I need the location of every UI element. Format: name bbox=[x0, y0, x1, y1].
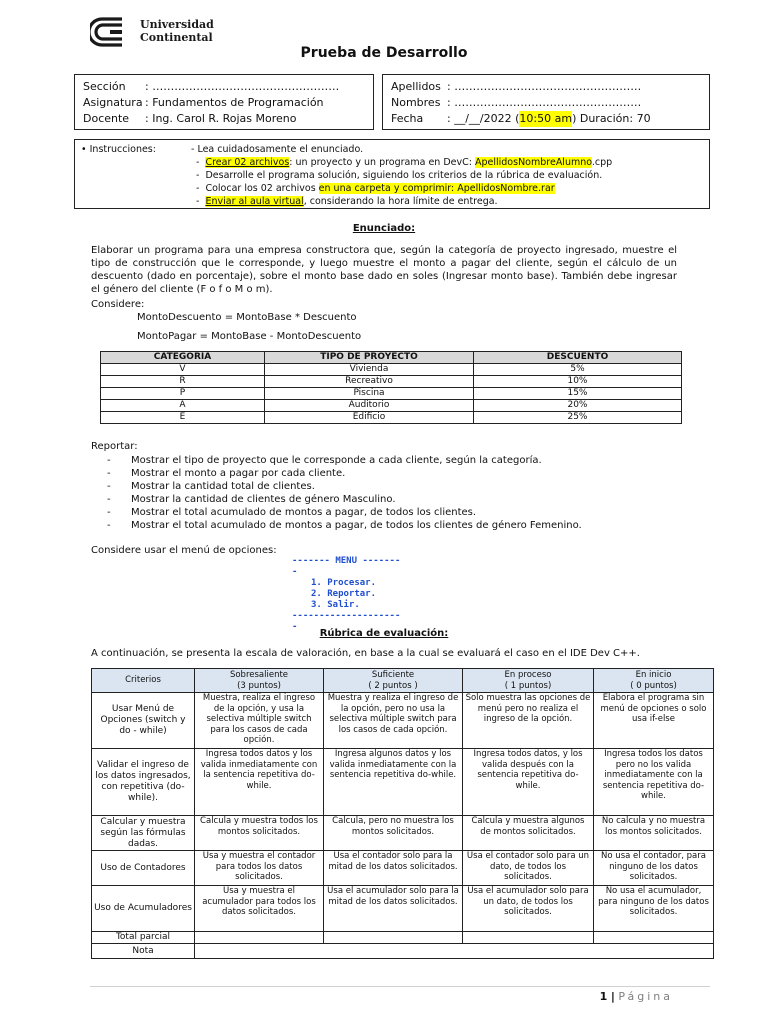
table-row bbox=[92, 749, 714, 816]
instruction-4-text: , considerando la hora límite de entrega. bbox=[303, 196, 498, 207]
table-cell: Usa el acumulador solo para un dato, de todos los solicitados. bbox=[463, 886, 594, 932]
table-cell: 15% bbox=[474, 388, 682, 400]
instruction-1-highlight: Crear 02 archivos bbox=[205, 157, 290, 168]
instruction-2: - Desarrolle el programa solución, siguiendo los criterios de la rúbrica de evaluación. bbox=[196, 170, 603, 181]
enunciado-title: Enunciado: bbox=[352, 223, 416, 234]
col-header: TIPO DE PROYECTO bbox=[265, 352, 474, 364]
table-cell: Ingresa todos los datos pero no los valida inmediatamente con la sentencia repetitiva do-while. bbox=[594, 749, 714, 816]
instruction-1-filename: ApellidosNombreAlumno bbox=[474, 157, 592, 168]
menu-intro: Considere usar el menú de opciones: bbox=[91, 545, 277, 556]
col-header: CATEGORIA bbox=[101, 352, 265, 364]
category-table bbox=[100, 351, 682, 424]
report-list bbox=[107, 454, 582, 532]
table-cell: Recreativo bbox=[265, 376, 474, 388]
category-table-header bbox=[101, 352, 682, 364]
university-line1: Universidad bbox=[140, 18, 214, 31]
apellidos-label: Apellidos bbox=[391, 80, 441, 93]
rubric-title: Rúbrica de evaluación: bbox=[319, 628, 449, 639]
table-row bbox=[92, 693, 714, 749]
table-cell: 20% bbox=[474, 400, 682, 412]
page-footer bbox=[600, 990, 673, 1003]
table-row bbox=[92, 886, 714, 932]
table-row bbox=[92, 851, 714, 886]
university-logo-icon bbox=[90, 16, 130, 48]
list-item: - Mostrar el monto a pagar por cada cliente. bbox=[107, 468, 346, 479]
table-row bbox=[101, 412, 682, 424]
table-cell: Calcula y muestra todos los montos solicitados. bbox=[195, 816, 324, 851]
report-item-text: Mostrar el tipo de proyecto que le corresponde a cada cliente, según la categoría. bbox=[131, 455, 542, 466]
table-cell: Ingresa todos datos y los valida inmediatamente con la sentencia repetitiva do-while. bbox=[195, 749, 324, 816]
rubric-header-label: Suficiente bbox=[371, 670, 415, 680]
rubric-criterion: Uso de Contadores bbox=[92, 851, 195, 886]
instruction-3: - Colocar los 02 archivos en una carpeta y comprimir: ApellidosNombre.rar bbox=[196, 183, 555, 194]
rubric-header-cell bbox=[195, 669, 324, 693]
docente-label: Docente bbox=[83, 112, 130, 125]
table-row bbox=[101, 376, 682, 388]
report-item-text: Mostrar el total acumulado de montos a pagar, de todos los clientes de género Femenino. bbox=[131, 520, 582, 531]
table-row bbox=[92, 932, 714, 944]
table-cell: 5% bbox=[474, 364, 682, 376]
page-separator: | bbox=[610, 990, 615, 1003]
student-info-box bbox=[382, 74, 710, 130]
table-cell: Muestra y realiza el ingreso de la opción, pero no usa la selectiva múltiple switch para los casos de cada opción. bbox=[324, 693, 463, 749]
rubric-criterion: Usar Menú de Opciones (switch y do - while) bbox=[92, 693, 195, 749]
nota-cell bbox=[195, 944, 714, 959]
rubric-header-label: En proceso bbox=[504, 670, 552, 680]
rubric-criterion: Validar el ingreso de los datos ingresados, con repetitiva (do-while). bbox=[92, 749, 195, 816]
table-cell: Calcula y muestra algunos de montos solicitados. bbox=[463, 816, 594, 851]
fecha-value: : __/__/2022 ( bbox=[447, 112, 520, 125]
table-cell: Usa y muestra el acumulador para todos los datos solicitados. bbox=[195, 886, 324, 932]
fecha-label: Fecha bbox=[391, 112, 424, 125]
table-cell: Solo muestra las opciones de menú pero no realiza el ingreso de la opción. bbox=[463, 693, 594, 749]
report-label: Reportar: bbox=[91, 441, 138, 452]
menu-block bbox=[292, 556, 402, 633]
rubric-header-cell bbox=[463, 669, 594, 693]
report-item-text: Mostrar la cantidad de clientes de género Masculino. bbox=[131, 494, 396, 505]
table-cell: V bbox=[101, 364, 265, 376]
rubric-criterion: Uso de Acumuladores bbox=[92, 886, 195, 932]
instruction-1-ext: .cpp bbox=[591, 157, 613, 168]
rubric-header-points: (3 puntos) bbox=[237, 680, 281, 691]
table-cell: Ingresa todos datos, y los valida después con la sentencia repetitiva do-while. bbox=[463, 749, 594, 816]
table-row bbox=[92, 944, 714, 959]
nombres-value: : …………………………………………… bbox=[447, 96, 642, 109]
rubric-header-cell bbox=[324, 669, 463, 693]
page-number: 1 bbox=[599, 990, 608, 1003]
apellidos-value: : …………………………………………… bbox=[447, 80, 642, 93]
table-cell: Vivienda bbox=[265, 364, 474, 376]
table-cell: Ingresa algunos datos y los valida inmediatamente con la sentencia repetitiva do-while. bbox=[324, 749, 463, 816]
list-item: - Mostrar el total acumulado de montos a pagar, de todos los clientes de género Femenino. bbox=[107, 520, 582, 531]
table-cell: Usa el acumulador solo para la mitad de los datos solicitados. bbox=[324, 886, 463, 932]
rubric-header-label: En inicio bbox=[635, 670, 672, 680]
table-cell bbox=[463, 932, 594, 944]
list-item: - Mostrar el tipo de proyecto que le corresponde a cada cliente, según la categoría. bbox=[107, 455, 542, 466]
asignatura-label: Asignatura bbox=[83, 96, 143, 109]
rubric-header-cell bbox=[594, 669, 714, 693]
table-row bbox=[92, 816, 714, 851]
menu-footer: --------------------- bbox=[292, 611, 401, 632]
table-cell: No usa el contador, para ninguno de los datos solicitados. bbox=[594, 851, 714, 886]
table-cell: Muestra, realiza el ingreso de la opción, y usa la selectiva múltiple switch para los casos de cada opción. bbox=[195, 693, 324, 749]
instruction-1: - Crear 02 archivos: un proyecto y un programa en DevC: ApellidosNombreAlumno.cpp bbox=[196, 157, 613, 168]
table-cell bbox=[594, 932, 714, 944]
rubric-header-row bbox=[92, 669, 714, 693]
table-cell: A bbox=[101, 400, 265, 412]
total-parcial-label: Total parcial bbox=[92, 932, 195, 944]
table-cell: Usa el contador solo para la mitad de los datos solicitados. bbox=[324, 851, 463, 886]
menu-option-3: 3. Salir. bbox=[311, 600, 360, 610]
instruction-4: - Enviar al aula virtual, considerando la hora límite de entrega. bbox=[196, 196, 498, 207]
university-name bbox=[140, 18, 214, 44]
course-info-box bbox=[74, 74, 374, 130]
table-cell: P bbox=[101, 388, 265, 400]
table-cell bbox=[324, 932, 463, 944]
rubric-criterion: Calcular y muestra según las fórmulas dadas. bbox=[92, 816, 195, 851]
nota-label: Nota bbox=[92, 944, 195, 959]
table-cell: Edificio bbox=[265, 412, 474, 424]
duracion-value: ) Duración: 70 bbox=[572, 112, 651, 125]
menu-option-1: 1. Procesar. bbox=[311, 578, 377, 588]
table-cell: Usa el contador solo para un dato, de todos los solicitados. bbox=[463, 851, 594, 886]
list-item: - Mostrar el total acumulado de montos a pagar, de todos los clientes. bbox=[107, 507, 477, 518]
formula-pagar: MontoPagar = MontoBase - MontoDescuento bbox=[137, 331, 362, 342]
instruction-1-text: : un proyecto y un programa en DevC: bbox=[289, 157, 475, 168]
table-cell: Elabora el programa sin menú de opciones o solo usa if-else bbox=[594, 693, 714, 749]
rubric-header-label: Criterios bbox=[125, 675, 161, 686]
list-item: - Mostrar la cantidad de clientes de género Masculino. bbox=[107, 494, 396, 505]
rubric-header-points: ( 1 puntos) bbox=[504, 680, 552, 691]
seccion-value: : …………………………………………… bbox=[145, 80, 340, 93]
table-row bbox=[101, 364, 682, 376]
report-item-text: Mostrar el total acumulado de montos a pagar, de todos los clientes. bbox=[131, 507, 477, 518]
rubric-table bbox=[91, 668, 714, 959]
formula-descuento: MontoDescuento = MontoBase * Descuento bbox=[137, 312, 357, 323]
instruction-3-text: Colocar los 02 archivos bbox=[205, 183, 319, 194]
table-cell: No usa el acumulador, para ninguno de los datos solicitados. bbox=[594, 886, 714, 932]
table-cell: R bbox=[101, 376, 265, 388]
table-cell: No calcula y no muestra los montos solicitados. bbox=[594, 816, 714, 851]
university-line2: Continental bbox=[140, 31, 213, 44]
enunciado-paragraph: Elaborar un programa para una empresa constructora que, según la categoría de proyecto ingresado, muestre el tipo de construcción que le corresponde, y luego muestre el monto a pagar del cliente, según el cálculo de un descuento (dado en porcentaje), sobre el monto base dado en soles (Ingresar monto base). También debe ingresar el género del cliente (F o f o M o m). bbox=[91, 245, 677, 295]
docente-value: : Ing. Carol R. Rojas Moreno bbox=[145, 112, 297, 125]
instructions-box bbox=[74, 139, 710, 209]
rubric-header-points: ( 2 puntos ) bbox=[368, 680, 418, 691]
report-item-text: Mostrar la cantidad total de clientes. bbox=[131, 481, 315, 492]
asignatura-value: : Fundamentos de Programación bbox=[145, 96, 324, 109]
table-cell: E bbox=[101, 412, 265, 424]
rubric-intro: A continuación, se presenta la escala de valoración, en base a la cual se evaluará el caso en el IDE Dev C++. bbox=[91, 648, 640, 659]
table-cell: 25% bbox=[474, 412, 682, 424]
table-row bbox=[101, 388, 682, 400]
considere-label: Considere: bbox=[91, 299, 145, 310]
table-cell: Calcula, pero no muestra los montos solicitados. bbox=[324, 816, 463, 851]
menu-option-2: 2. Reportar. bbox=[311, 589, 377, 599]
table-cell: Usa y muestra el contador para todos los datos solicitados. bbox=[195, 851, 324, 886]
instruction-intro: - Lea cuidadosamente el enunciado. bbox=[191, 144, 364, 155]
footer-divider bbox=[90, 986, 710, 987]
table-cell bbox=[195, 932, 324, 944]
report-item-text: Mostrar el monto a pagar por cada cliente. bbox=[131, 468, 346, 479]
col-header: DESCUENTO bbox=[474, 352, 682, 364]
instructions-label: • Instrucciones: bbox=[81, 144, 156, 155]
table-cell: Auditorio bbox=[265, 400, 474, 412]
instruction-3-highlight: en una carpeta y comprimir: ApellidosNombre.rar bbox=[318, 183, 555, 194]
table-cell: Piscina bbox=[265, 388, 474, 400]
seccion-label: Sección bbox=[83, 80, 126, 93]
page-title: Prueba de Desarrollo bbox=[300, 45, 468, 61]
table-row bbox=[101, 400, 682, 412]
instruction-4-highlight: Enviar al aula virtual bbox=[205, 196, 304, 207]
nombres-label: Nombres bbox=[391, 96, 441, 109]
list-item: - Mostrar la cantidad total de clientes. bbox=[107, 481, 315, 492]
rubric-header-points: ( 0 puntos) bbox=[630, 680, 677, 691]
hora-value: 10:50 am bbox=[519, 112, 573, 125]
instruction-2-text: Desarrolle el programa solución, siguiendo los criterios de la rúbrica de evaluación. bbox=[205, 170, 603, 181]
page-word: Página bbox=[618, 990, 673, 1003]
menu-header: ------- MENU -------- bbox=[292, 556, 401, 577]
rubric-header-label: Sobresaliente bbox=[229, 670, 289, 680]
table-cell: 10% bbox=[474, 376, 682, 388]
rubric-header-cell bbox=[92, 669, 195, 693]
